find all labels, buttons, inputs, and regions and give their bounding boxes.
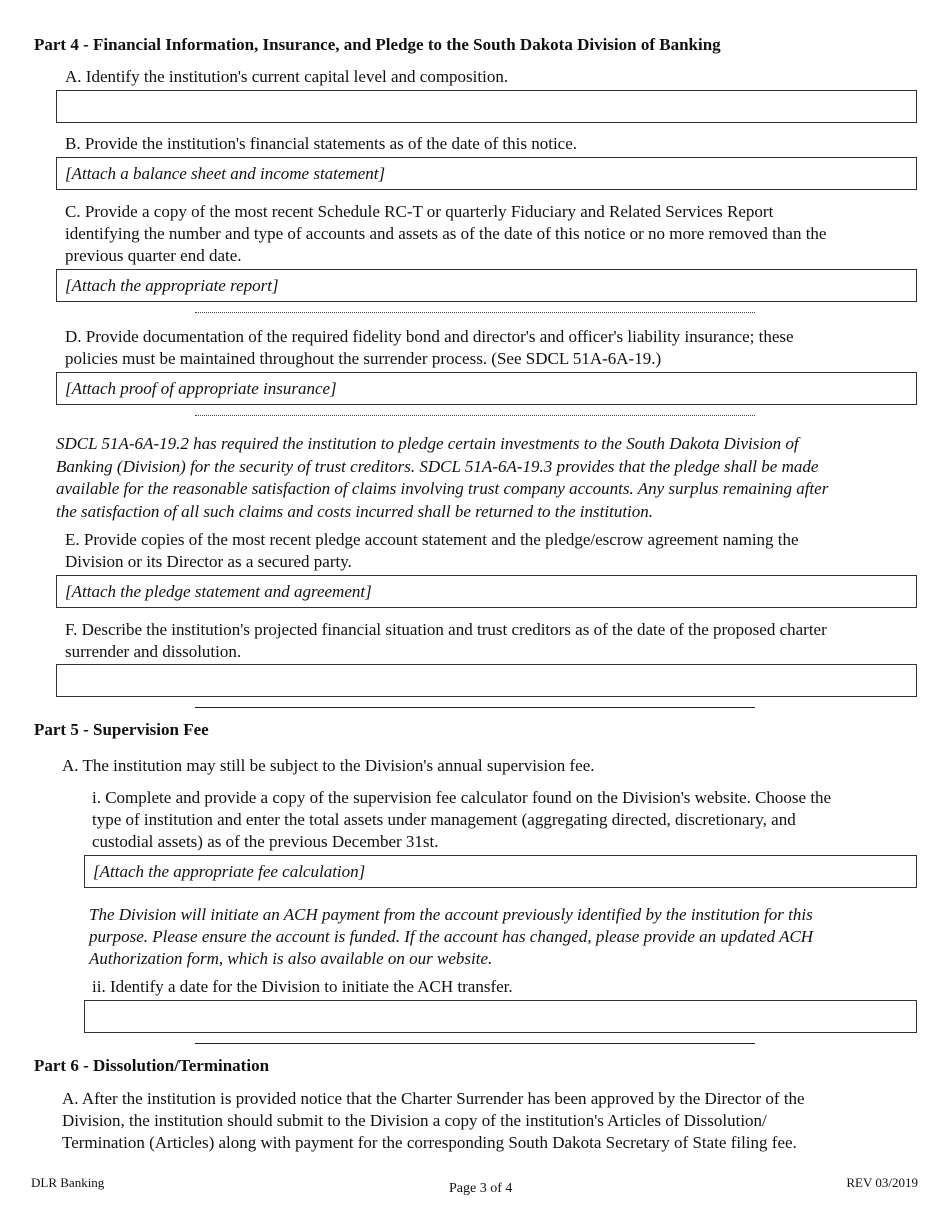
section-divider	[195, 707, 755, 708]
part4-heading: Part 4 - Financial Information, Insurance, and Pledge to the South Dakota Division of Banking	[34, 35, 721, 54]
ach-note-line2: purpose. Please ensure the account is funded. If the account has changed, please provide an updated ACH	[89, 927, 814, 946]
section-divider	[195, 1043, 755, 1044]
ach-note-line3: Authorization form, which is also available on our website.	[89, 949, 493, 968]
pledge-note-line3: available for the reasonable satisfaction of claims involving trust company accounts. Any surplus remaining after	[56, 479, 829, 498]
part4-question-f-line2: surrender and dissolution.	[65, 642, 242, 661]
part5-item-i-line2: type of institution and enter the total assets under management (aggregating directed, discretionary, and	[92, 810, 796, 829]
pledge-note-line1: SDCL 51A-6A-19.2 has required the institution to pledge certain investments to the South Dakota Division of	[56, 434, 799, 453]
footer-revision: REV 03/2019	[846, 1175, 918, 1190]
part5-question-a: A. The institution may still be subject to the Division's annual supervision fee.	[62, 756, 595, 775]
schedule-rct-placeholder: [Attach the appropriate report]	[65, 276, 279, 295]
part4-question-b: B. Provide the institution's financial statements as of the date of this notice.	[65, 134, 578, 153]
ach-note-line1: The Division will initiate an ACH payment from the account previously identified by the institution for this	[89, 905, 813, 924]
insurance-proof-field[interactable]	[56, 372, 917, 405]
part4-question-c-line1: C. Provide a copy of the most recent Schedule RC-T or quarterly Fiduciary and Related Services Report	[65, 202, 774, 221]
fee-calculation-field[interactable]	[84, 855, 917, 888]
pledge-statement-field[interactable]	[56, 575, 917, 608]
part6-question-a-line1: A. After the institution is provided notice that the Charter Surrender has been approved by the Director of the	[62, 1089, 805, 1108]
part4-question-c-line3: previous quarter end date.	[65, 246, 242, 265]
financial-statements-placeholder: [Attach a balance sheet and income statement]	[65, 164, 386, 183]
part4-question-c-line2: identifying the number and type of accounts and assets as of the date of this notice or no more removed than the	[65, 224, 827, 243]
ach-date-field[interactable]	[84, 1000, 917, 1033]
financial-statements-field[interactable]	[56, 157, 917, 190]
part5-item-i-line3: custodial assets) as of the previous December 31st.	[92, 832, 439, 851]
dotted-divider	[195, 415, 755, 416]
pledge-statement-placeholder: [Attach the pledge statement and agreement]	[65, 582, 372, 601]
part4-question-d-line1: D. Provide documentation of the required fidelity bond and director's and officer's liability insurance; these	[65, 327, 794, 346]
part4-question-a: A. Identify the institution's current capital level and composition.	[65, 67, 509, 86]
projected-financial-situation-field[interactable]	[56, 664, 917, 697]
part5-item-ii: ii. Identify a date for the Division to initiate the ACH transfer.	[92, 977, 513, 996]
part6-question-a-line3: Termination (Articles) along with payment for the corresponding South Dakota Secretary of State filing fee.	[62, 1133, 797, 1152]
part6-heading: Part 6 - Dissolution/Termination	[34, 1056, 270, 1075]
pledge-note-line4: the satisfaction of all such claims and costs incurred shall be returned to the institution.	[56, 502, 654, 521]
fee-calculation-placeholder: [Attach the appropriate fee calculation]	[93, 862, 366, 881]
footer-department: DLR Banking	[31, 1175, 105, 1190]
part4-question-d-line2: policies must be maintained throughout the surrender process. (See SDCL 51A-6A-19.)	[65, 349, 662, 368]
part5-item-i-line1: i. Complete and provide a copy of the supervision fee calculator found on the Division's website. Choose the	[92, 788, 832, 807]
capital-level-field[interactable]	[56, 90, 917, 123]
dotted-divider	[195, 312, 755, 313]
part4-question-f-line1: F. Describe the institution's projected financial situation and trust creditors as of the date of the proposed charter	[65, 620, 827, 639]
footer-page-number: Page 3 of 4	[449, 1181, 513, 1196]
part6-question-a-line2: Division, the institution should submit to the Division a copy of the institution's Articles of Dissolution/	[62, 1111, 767, 1130]
part5-heading: Part 5 - Supervision Fee	[34, 720, 209, 739]
part4-question-e-line1: E. Provide copies of the most recent pledge account statement and the pledge/escrow agreement naming the	[65, 530, 799, 549]
pledge-note-line2: Banking (Division) for the security of trust creditors. SDCL 51A-6A-19.3 provides that the pledge shall be made	[56, 457, 819, 476]
part4-question-e-line2: Division or its Director as a secured party.	[65, 552, 352, 571]
schedule-rct-field[interactable]	[56, 269, 917, 302]
insurance-proof-placeholder: [Attach proof of appropriate insurance]	[65, 379, 337, 398]
